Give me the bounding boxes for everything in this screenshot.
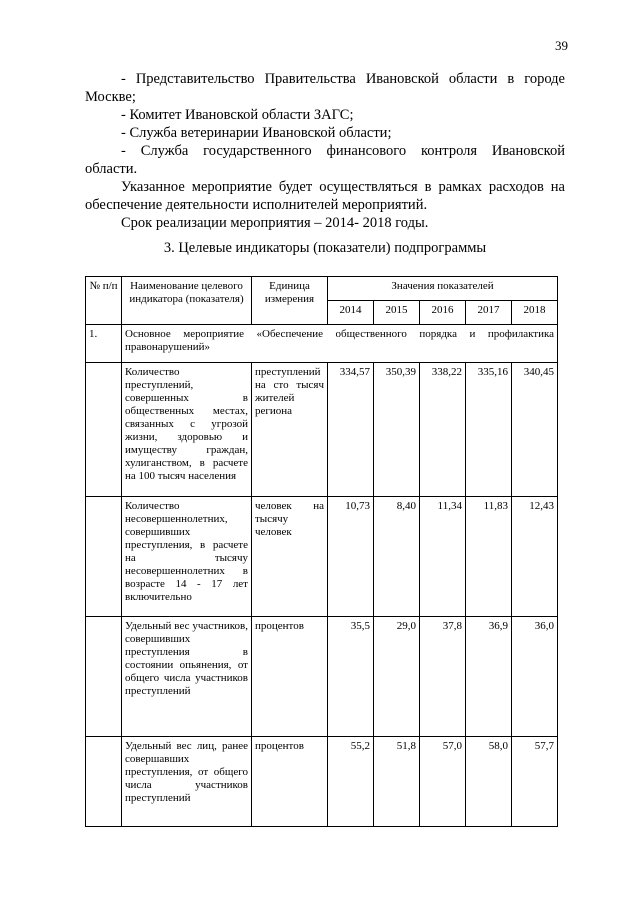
section-row [86, 325, 558, 363]
row-number [86, 363, 122, 497]
header-unit: Единица измерения [252, 277, 328, 325]
row-number: 1. [86, 325, 122, 363]
value-cell: 36,0 [512, 617, 558, 737]
indicator-unit: человек на тысячу человек [252, 497, 328, 617]
value-cell: 36,9 [466, 617, 512, 737]
value-cell: 57,7 [512, 737, 558, 827]
value-cell: 338,22 [420, 363, 466, 497]
value-cell: 11,83 [466, 497, 512, 617]
header-year: 2017 [466, 301, 512, 325]
indicator-unit: преступлений на сто тысяч жителей региона [252, 363, 328, 497]
value-cell: 12,43 [512, 497, 558, 617]
value-cell: 335,16 [466, 363, 512, 497]
header-year: 2014 [328, 301, 374, 325]
paragraph-line: обеспечение деятельности исполнителей мероприятий. [85, 197, 428, 213]
table-row [86, 737, 558, 827]
value-cell: 340,45 [512, 363, 558, 497]
header-year: 2018 [512, 301, 558, 325]
header-year: 2016 [420, 301, 466, 325]
paragraph-line: - Комитет Ивановской области ЗАГС; [121, 107, 354, 123]
value-cell: 350,39 [374, 363, 420, 497]
value-cell: 334,57 [328, 363, 374, 497]
value-cell: 51,8 [374, 737, 420, 827]
paragraph-line: области. [85, 161, 138, 177]
table-row [86, 617, 558, 737]
indicator-name: Удельный вес участников, совершивших преступления в состоянии опьянения, от общего числа участников преступлений [122, 617, 252, 737]
header-row [86, 277, 558, 301]
table-row [86, 497, 558, 617]
value-cell: 57,0 [420, 737, 466, 827]
value-cell: 58,0 [466, 737, 512, 827]
paragraph-line: Срок реализации мероприятия – 2014- 2018 годы. [121, 215, 429, 231]
value-cell: 35,5 [328, 617, 374, 737]
indicator-name: Количество несовершеннолетних, совершивших преступления, в расчете на тысячу несовершеннолетних в возрасте 14 - 17 лет включительно [122, 497, 252, 617]
page-number: 39 [555, 38, 568, 53]
header-year: 2015 [374, 301, 420, 325]
row-number [86, 737, 122, 827]
paragraph-line: Указанное мероприятие будет осуществляться в рамках расходов на [121, 179, 565, 195]
section-title: 3. Целевые индикаторы (показатели) подпрограммы [163, 240, 487, 256]
indicators-table [85, 276, 558, 827]
paragraph-line: - Служба ветеринарии Ивановской области; [121, 125, 392, 141]
row-number [86, 617, 122, 737]
header-num: № п/п [86, 277, 122, 325]
header-name: Наименование целевого индикатора (показателя) [122, 277, 252, 325]
indicator-unit: процентов [252, 737, 328, 827]
indicator-name: Количество преступлений, совершенных в общественных местах, связанных с угрозой жизни, здоровью и имуществу граждан, хулиганством, в расчете на 100 тысяч населения [122, 363, 252, 497]
value-cell: 55,2 [328, 737, 374, 827]
header-values: Значения показателей [328, 277, 558, 301]
paragraph-line: Москве; [85, 89, 136, 105]
paragraph-line: - Служба государственного финансового контроля Ивановской [121, 143, 565, 159]
value-cell: 8,40 [374, 497, 420, 617]
value-cell: 11,34 [420, 497, 466, 617]
paragraph-line: - Представительство Правительства Ивановской области в городе [121, 71, 565, 87]
row-number [86, 497, 122, 617]
value-cell: 29,0 [374, 617, 420, 737]
value-cell: 10,73 [328, 497, 374, 617]
indicator-name: Удельный вес лиц, ранее совершавших преступления, от общего числа участников преступлений [122, 737, 252, 827]
table-row [86, 363, 558, 497]
section-row-text: Основное мероприятие «Обеспечение общественного порядка и профилактика правонарушений» [122, 325, 558, 363]
indicator-unit: процентов [252, 617, 328, 737]
value-cell: 37,8 [420, 617, 466, 737]
